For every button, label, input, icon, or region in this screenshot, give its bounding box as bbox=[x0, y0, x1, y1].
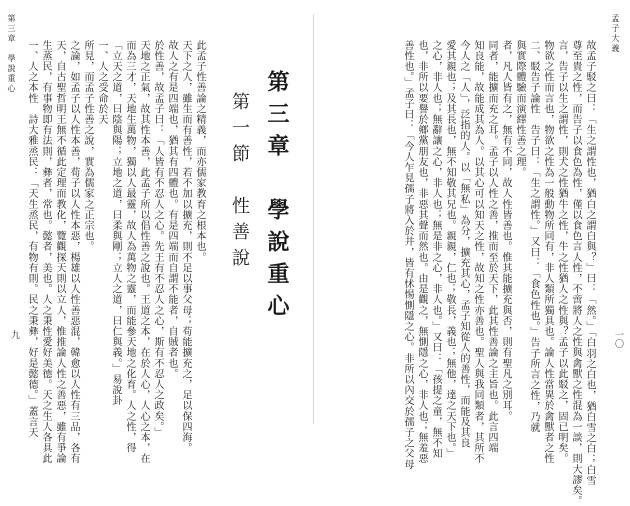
right-page-number: 一〇 bbox=[613, 330, 623, 348]
right-column: 者，凡人皆有之，無有不同，故人性皆善也。惟其能擴充與否，則有聖凡之別耳。 bbox=[500, 40, 511, 422]
right-column: 尊至貴之性，而告子以食色為性，僅以食色言人性，不啻將人之性與禽獸之性混為一談，則大謬矣。 bbox=[570, 40, 581, 506]
left-column: 「立天之道，曰陰與陽；立地之道，曰柔與剛；立人之道，曰仁與義。」易說卦 bbox=[110, 40, 121, 406]
right-column: 二、駁告子論性 告子曰：「生之謂性。」又曰：「食色性也。」告子所言之性，乃就 bbox=[528, 40, 539, 433]
left-column: 此孟子性善論之精義，而亦儒家教育之根本也。 bbox=[194, 40, 205, 263]
left-page bbox=[0, 0, 312, 464]
left-column: 故人之有是四端也，猶其有四體也。有是四端而自謂不能者，自賊者也。 bbox=[166, 40, 177, 380]
right-column: 善性也。」孟子曰：「今人乍見孺子將入於井，皆有怵惕惻隱之心。非所以內交於孺子之父母 bbox=[402, 40, 413, 470]
left-running-head: 第三章 學說重心 bbox=[7, 14, 16, 94]
right-column: 之心，非人也；無辭讓之心，非人也；無是非之心，非人也。」又曰：「孩提之童，無不知 bbox=[430, 40, 441, 459]
left-page-number: 九 bbox=[9, 330, 19, 339]
right-running-head: 孟子大義 bbox=[611, 14, 620, 54]
right-column: 言，告子以生之謂性，則犬之性猶牛之性，牛之性猶人之性與？孟子以此駁之，固已明矣。 bbox=[556, 40, 567, 464]
left-column: 之論，如孟子以人性本善，荀子以人性本惡，楊雄以人性善惡混，韓愈以人性有三品，各有 bbox=[68, 40, 79, 464]
left-column: 一、人之本性 詩大雅烝民：「天生烝民，有物有則。民之秉彝，好是懿德。」蓋言天 bbox=[26, 40, 37, 438]
left-column: 而為三才，天地生萬物，獨以人最靈，故人為萬物之靈，而能參天地之化育。人之性，得 bbox=[124, 40, 135, 454]
right-column: 同者，能擴而充之耳。孟子以人性之善，推而至於天下，此其性善論之主旨也。此言四端 bbox=[486, 40, 497, 454]
left-column: 生蒸民，有事物即有法則，彝者，常也。懿者，美也。人之秉性愛好美德。天之生人各具此 bbox=[40, 40, 51, 464]
right-column: 與實際體驗而演繹性善之理。 bbox=[514, 40, 525, 178]
left-column: 天下之人，雖生而有善性，若不加以擴充，則不足以事父母；苟能擴充之，足以保四海。 bbox=[180, 40, 191, 454]
right-column: 愛其親也；及其長也，無不知敬其兄也。親親，仁也；敬長，義也；無他，達之天下也。」 bbox=[444, 40, 455, 459]
right-column: 也，非所以要譽於鄉黨朋友也，非惡其聲而然也。由是觀之，無惻隱之心，非人也；無羞惡 bbox=[416, 40, 427, 464]
right-column: 物欲之性而言也，物欲之性為一般動物所同有，非人類所獨具也。論人性當異於禽獸者之性 bbox=[542, 40, 553, 464]
left-column: 天地之正氣，故其性本善，此孟子所以倡性善之說也。王道之本，在於人心，人心之本，在 bbox=[138, 40, 149, 464]
section-title: 第一節 性善說 bbox=[229, 92, 250, 274]
left-column: 所見，而孟子性善之說，實為儒家之正宗也。 bbox=[82, 40, 93, 252]
right-column: 今人之「人」，泛指的人。以「無私」為分，擴充其心，孟子知從人的善性，而能及其良 bbox=[458, 40, 469, 449]
chapter-title: 第三章 學說重心 bbox=[264, 70, 290, 326]
left-column: 於性善，故孟子曰：「人皆有不忍人之心。先王有不忍人之心，斯有不忍人之政矣。」 bbox=[152, 40, 163, 438]
left-column: 一、人之受命於天 bbox=[96, 40, 107, 125]
right-page bbox=[318, 0, 630, 506]
page-gutter bbox=[313, 14, 314, 424]
left-column: 天，自古聖哲明王無不循此定理而教化，覽觀探天則以立人，惟推論人性之善惡，雖有爭論 bbox=[54, 40, 65, 464]
right-column: 知良能，故能成其為人。以其心可以知天之性，故知之性亦善也。聖人與我同類者，其所不 bbox=[472, 40, 483, 464]
left-body-text bbox=[26, 40, 206, 464]
right-body-text bbox=[326, 40, 596, 506]
right-column: 故孟子駁之曰：「生之謂性也，猶白之謂白與？」曰：「然。」「白羽之白也，猶白雪之白；白雪 bbox=[584, 40, 595, 486]
